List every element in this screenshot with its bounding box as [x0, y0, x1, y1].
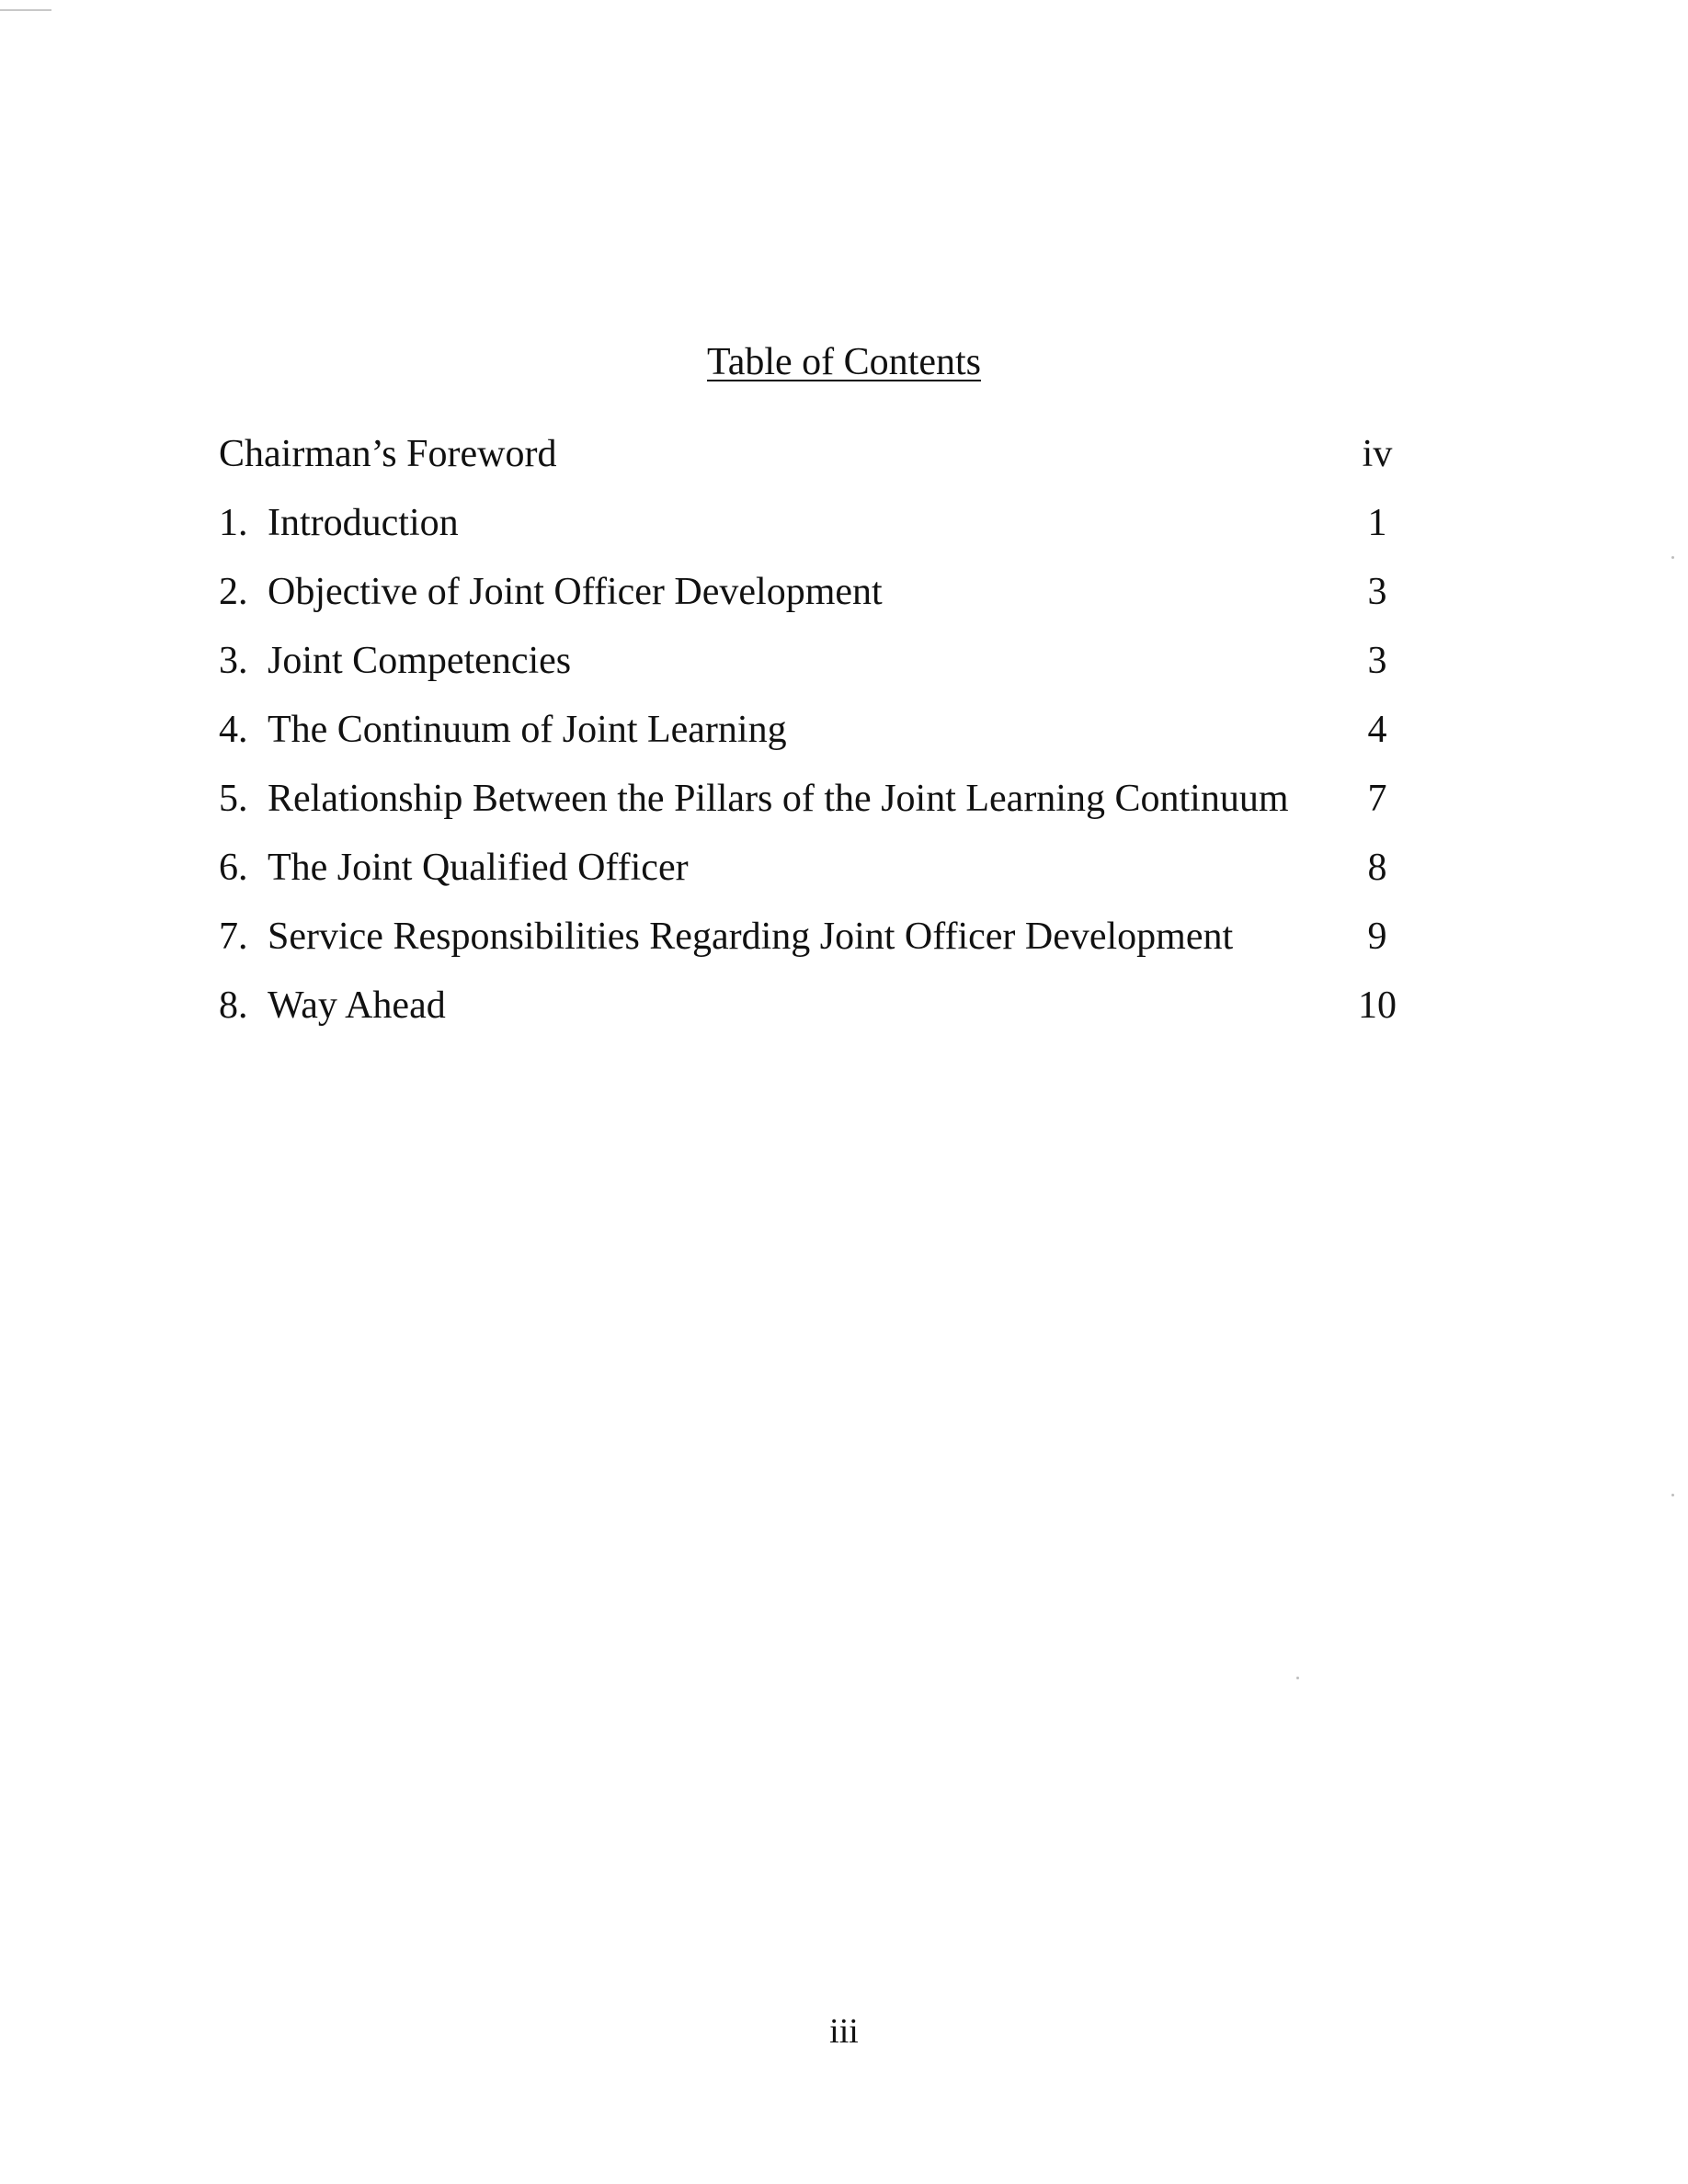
toc-entry-number: 5.	[219, 778, 248, 820]
toc-entry-page: 3	[1367, 571, 1387, 613]
toc-entry-number: 4.	[219, 709, 248, 751]
toc-entry-page: 1	[1367, 502, 1387, 544]
toc-entry-number: 6.	[219, 847, 248, 889]
toc-entry-label: Chairman’s Foreword	[219, 433, 557, 475]
toc-entry-number: 8.	[219, 984, 248, 1027]
toc-entry-objective	[219, 568, 1414, 637]
toc-entry-number: 3.	[219, 640, 248, 682]
toc-entry-qualified-officer	[219, 844, 1414, 913]
toc-entry-label: Relationship Between the Pillars of the Joint Learning Continuum	[268, 778, 1289, 820]
toc-title	[0, 338, 1688, 386]
toc-entry-page: 10	[1358, 984, 1397, 1027]
page-number: iii	[829, 2012, 859, 2051]
toc-entry-page: 8	[1367, 847, 1387, 889]
toc-entry-label: Way Ahead	[268, 984, 446, 1027]
toc-list	[219, 430, 1414, 1051]
toc-entry-label: The Continuum of Joint Learning	[268, 709, 787, 751]
scan-speck	[1671, 556, 1674, 559]
toc-entry-foreword	[219, 430, 1414, 499]
toc-entry-page: 3	[1367, 640, 1387, 682]
scan-speck	[1296, 1677, 1299, 1679]
toc-entry-introduction	[219, 499, 1414, 568]
toc-entry-label: Objective of Joint Officer Development	[268, 571, 883, 613]
toc-entry-continuum	[219, 706, 1414, 775]
toc-entry-page: 9	[1367, 916, 1387, 958]
toc-entry-way-ahead	[219, 982, 1414, 1051]
scan-edge-mark	[0, 9, 51, 11]
toc-entry-service-responsibilities	[219, 913, 1414, 982]
toc-entry-page: iv	[1362, 433, 1393, 475]
toc-entry-label: Introduction	[268, 502, 459, 544]
toc-entry-page: 4	[1367, 709, 1387, 751]
toc-title-text: Table of Contents	[707, 341, 981, 383]
toc-entry-number: 7.	[219, 916, 248, 958]
toc-entry-label: Joint Competencies	[268, 640, 572, 682]
toc-entry-page: 7	[1367, 778, 1387, 820]
toc-entry-label: Service Responsibilities Regarding Joint Officer Development	[268, 916, 1234, 958]
toc-entry-number: 2.	[219, 571, 248, 613]
toc-entry-label: The Joint Qualified Officer	[268, 847, 689, 889]
toc-entry-number: 1.	[219, 502, 248, 544]
toc-entry-competencies	[219, 637, 1414, 706]
toc-entry-relationship	[219, 775, 1414, 844]
scan-speck	[1671, 1494, 1674, 1496]
